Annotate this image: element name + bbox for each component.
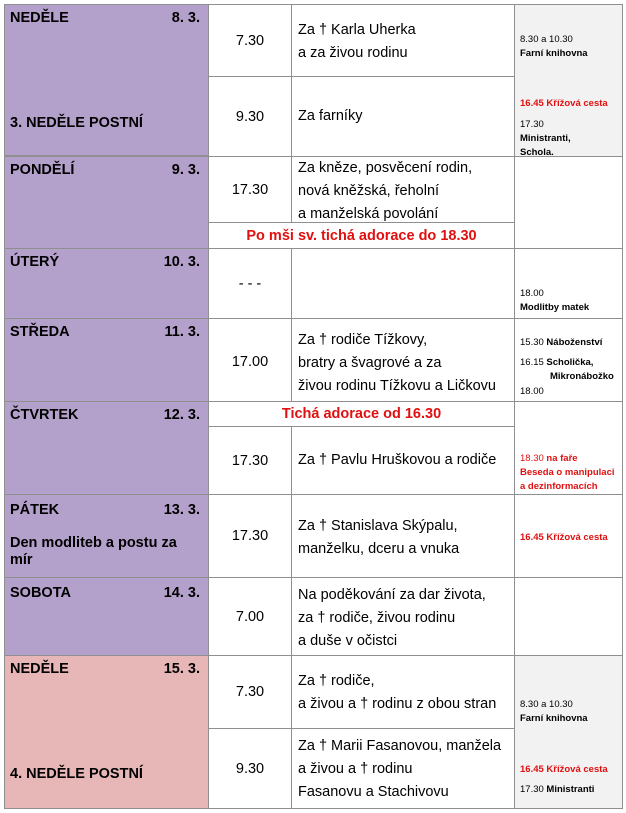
note-event: a dezinformacích [520, 481, 598, 492]
note-label: Modlitby matek [520, 302, 590, 313]
day-date: 9. 3. [171, 162, 200, 178]
day-name: ÚTERÝ [10, 254, 60, 270]
adoration-banner: Tichá adorace od 16.30 [208, 401, 514, 426]
note-row: 15.30 Náboženství [520, 337, 603, 348]
mass-time: 7.00 [208, 577, 291, 655]
notes-cell [514, 4, 623, 156]
day-date: 11. 3. [164, 324, 200, 340]
day-date: 12. 3. [163, 407, 200, 423]
intention-line: a manželská povolání [298, 206, 439, 222]
notes-cell [514, 156, 623, 248]
intention-line: Za † Pavlu Hruškovou a rodiče [298, 452, 497, 468]
intention-line: a živou a † rodinu z obou stran [298, 696, 497, 712]
mass-intention [291, 728, 514, 809]
day-date: 10. 3. [163, 254, 200, 270]
note-row: 17.30 Ministranti [520, 784, 595, 795]
adoration-banner: Po mši sv. tichá adorace do 18.30 [208, 222, 514, 248]
notes-cell [514, 577, 623, 655]
mass-intention-empty [291, 248, 514, 318]
intention-line: Na poděkování za dar života, [298, 587, 486, 603]
day-subtitle: Den modliteb a postu za mír [10, 535, 177, 568]
day-date: 15. 3. [163, 661, 200, 677]
day-cell-monday [4, 156, 208, 248]
mass-time: 9.30 [208, 728, 291, 809]
notes-cell [514, 401, 623, 494]
intention-line: živou rodinu Tížkovu a Ličkovu [298, 378, 497, 394]
intention-line: Za † Marii Fasanovou, manžela [298, 738, 502, 754]
day-subtitle: 4. NEDĚLE POSTNÍ [10, 766, 143, 782]
note-label: Farní knihovna [520, 48, 588, 59]
day-cell-sunday-2 [4, 655, 208, 809]
notes-cell [514, 494, 623, 577]
note-time: 18.00 [520, 386, 544, 397]
notes-cell [514, 655, 623, 809]
intention-line: Za kněze, posvěcení rodin, [298, 160, 473, 176]
note-row: 16.15 Scholička, [520, 357, 594, 368]
mass-intention [291, 655, 514, 728]
note-event: 18.30 na faře [520, 453, 578, 464]
day-name: PÁTEK [10, 502, 60, 518]
mass-time: 7.30 [208, 4, 291, 76]
mass-intention [291, 156, 514, 222]
day-name: STŘEDA [10, 324, 70, 340]
day-date: 14. 3. [163, 585, 200, 601]
mass-time: 7.30 [208, 655, 291, 728]
day-name: NEDĚLE [10, 661, 69, 677]
note-label: Mikronábožko [550, 371, 614, 382]
mass-intention [291, 426, 514, 494]
mass-intention [291, 318, 514, 401]
mass-time: 17.00 [208, 318, 291, 401]
mass-intention [291, 76, 514, 156]
mass-time: 17.30 [208, 494, 291, 577]
note-event: 16.45 Křížová cesta [520, 98, 608, 109]
day-subtitle: 3. NEDĚLE POSTNÍ [10, 115, 143, 131]
note-label: Ministranti, [520, 133, 571, 144]
day-cell-saturday [4, 577, 208, 655]
mass-time: - - - [208, 248, 291, 318]
day-name: ČTVRTEK [10, 407, 79, 423]
day-name: NEDĚLE [10, 10, 69, 26]
note-event: 16.45 Křížová cesta [520, 764, 608, 775]
day-cell-tuesday [4, 248, 208, 318]
day-date: 13. 3. [163, 502, 200, 518]
intention-line: Za † Stanislava Skýpalu, [298, 518, 458, 534]
intention-line: a živou a † rodinu [298, 761, 413, 777]
intention-line: manželku, dceru a vnuka [298, 541, 460, 557]
note-time: 17.30 [520, 119, 544, 130]
intention-line: nová kněžská, řeholní [298, 183, 440, 199]
day-cell-wednesday [4, 318, 208, 401]
notes-cell [514, 318, 623, 401]
mass-intention [291, 4, 514, 76]
day-name: SOBOTA [10, 585, 71, 601]
intention-line: Za farníky [298, 108, 363, 124]
note-label: Schola. [520, 147, 554, 156]
day-cell-thursday [4, 401, 208, 494]
intention-line: bratry a švagrové a za [298, 355, 442, 371]
note-event: Beseda o manipulaci [520, 467, 615, 478]
note-time: 8.30 a 10.30 [520, 699, 573, 710]
day-cell-sunday-1 [4, 4, 208, 156]
note-label: Farní knihovna [520, 713, 588, 724]
note-time: 8.30 a 10.30 [520, 34, 573, 45]
note-time: 18.00 [520, 288, 544, 299]
day-date: 8. 3. [171, 10, 200, 26]
intention-line: a za živou rodinu [298, 45, 408, 61]
intention-line: Za † rodiče Tížkovy, [298, 332, 428, 348]
notes-cell [514, 248, 623, 318]
mass-time: 9.30 [208, 76, 291, 156]
intention-line: Fasanovu a Stachivovu [298, 784, 449, 800]
mass-time: 17.30 [208, 156, 291, 222]
intention-line: Za † Karla Uherka [298, 22, 416, 38]
note-event: 16.45 Křížová cesta [520, 532, 608, 543]
intention-line: za † rodiče, živou rodinu [298, 610, 456, 626]
intention-line: a duše v očistci [298, 633, 398, 649]
day-name: PONDĚLÍ [10, 162, 75, 178]
intention-line: Za † rodiče, [298, 673, 375, 689]
mass-intention [291, 577, 514, 655]
day-cell-friday [4, 494, 208, 577]
mass-time: 17.30 [208, 426, 291, 494]
mass-intention [291, 494, 514, 577]
